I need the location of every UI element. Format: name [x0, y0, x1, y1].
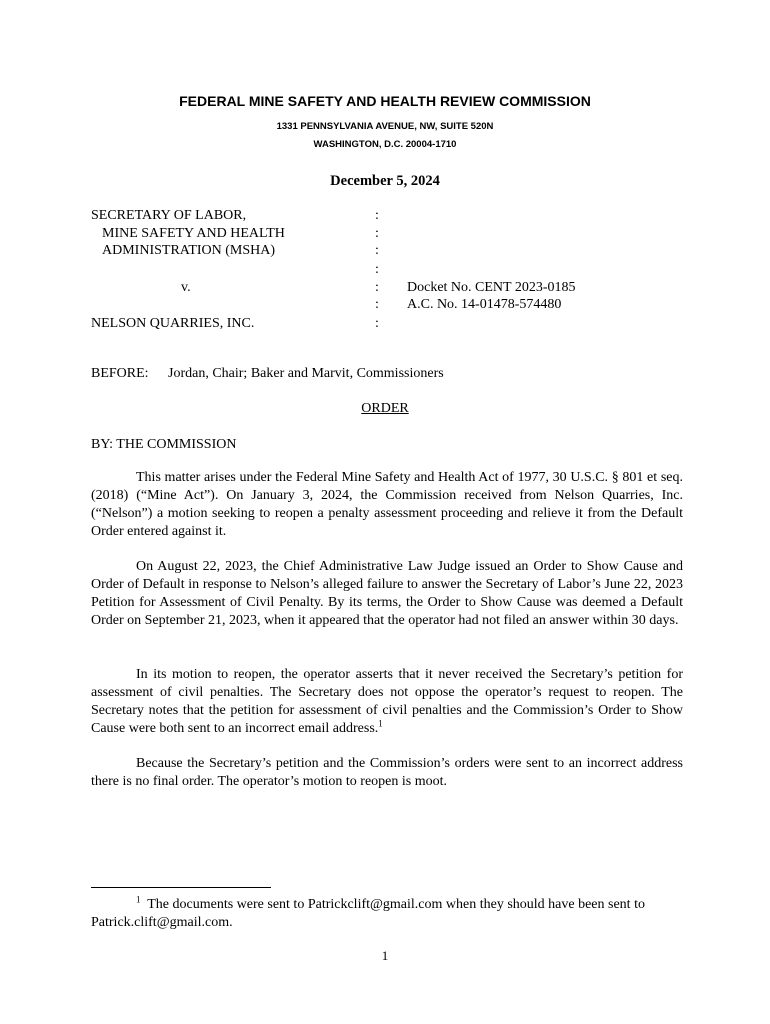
- agency-address-line-2: WASHINGTON, D.C. 20004-1710: [313, 139, 457, 150]
- footnote-marker: 1: [136, 894, 141, 905]
- order-date: December 5, 2024: [330, 173, 440, 189]
- agency-address-line-1: 1331 PENNSYLVANIA AVENUE, NW, SUITE 520N: [276, 121, 494, 132]
- paragraph-text: In its motion to reopen, the operator asserts that it never received the Secretary’s petition for assessment of civil penalties. The Secretary does not oppose the operator’s request to reopen. The Secretary notes that the petition for assessment of civil penalties and the Commission’s Order to Show Cause were both sent to an incorrect email address.: [91, 667, 683, 736]
- body-paragraph: [91, 666, 683, 738]
- footnote-text: The documents were sent to Patrickclift@gmail.com when they should have been sent to Patrick.clift@gmail.com.: [91, 897, 645, 930]
- caption-colon: :: [375, 280, 379, 295]
- order-heading: ORDER: [361, 401, 409, 416]
- footnote-reference[interactable]: 1: [378, 718, 383, 729]
- paragraph-text: This matter arises under the Federal Mine Safety and Health Act of 1977, 30 U.S.C. § 801 et seq. (2018) (“Mine Act”). On January 3, 2024, the Commission received from Nelson Quarries, Inc. (“Nelson”) a motion seeking to reopen a penalty assessment proceeding and relieve it from the Default Order entered against it.: [91, 470, 683, 539]
- page-number: 1: [381, 948, 389, 963]
- before-commissioners: Jordan, Chair; Baker and Marvit, Commissioners: [168, 366, 444, 381]
- by-line: BY: THE COMMISSION: [91, 437, 237, 452]
- agency-title: FEDERAL MINE SAFETY AND HEALTH REVIEW COMMISSION: [179, 93, 591, 109]
- caption-colon: :: [375, 297, 379, 312]
- body-paragraph: [91, 469, 683, 541]
- paragraph-text: On August 22, 2023, the Chief Administrative Law Judge issued an Order to Show Cause and Order of Default in response to Nelson’s alleged failure to answer the Secretary of Labor’s June 22, 2023 Petition for Assessment of Civil Penalty. By its terms, the Order to Show Cause was deemed a Default Order on September 21, 2023, when it appeared that the operator had not filed an answer within 30 days.: [91, 559, 683, 628]
- paragraph-with-footnote: [91, 666, 683, 738]
- footnote-separator: [91, 887, 271, 888]
- paragraph-text: Because the Secretary’s petition and the Commission’s orders were sent to an incorrect address there is no final order. The operator’s motion to reopen is moot.: [91, 756, 683, 789]
- petitioner-line-1: SECRETARY OF LABOR,: [91, 208, 247, 223]
- docket-number: Docket No. CENT 2023-0185: [407, 280, 576, 295]
- petitioner-line-2: MINE SAFETY AND HEALTH: [102, 226, 285, 241]
- caption-colon: :: [375, 243, 379, 258]
- caption-colon: :: [375, 262, 379, 277]
- body-paragraph: [91, 755, 683, 791]
- ac-number: A.C. No. 14-01478-574480: [407, 297, 562, 312]
- caption-colon: :: [375, 316, 379, 331]
- before-label: BEFORE:: [91, 366, 149, 381]
- petitioner-line-3: ADMINISTRATION (MSHA): [102, 243, 276, 258]
- caption-colon: :: [375, 208, 379, 223]
- versus-label: v.: [181, 280, 191, 295]
- caption-colon: :: [375, 226, 379, 241]
- body-paragraph: [91, 558, 683, 630]
- respondent-name: NELSON QUARRIES, INC.: [91, 316, 255, 331]
- footnote: [91, 896, 683, 932]
